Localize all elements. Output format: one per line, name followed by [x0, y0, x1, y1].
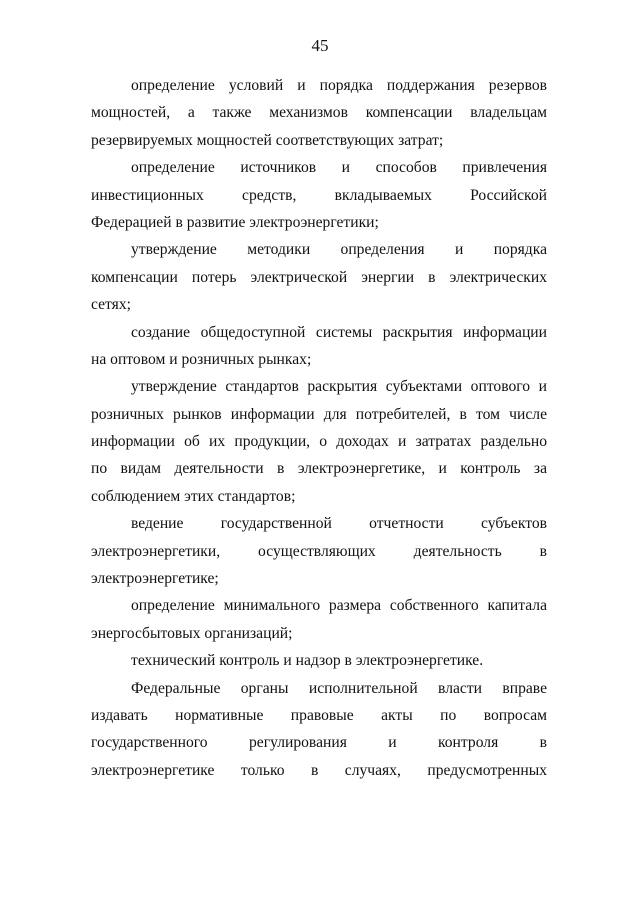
- text-line: информации об их продукции, о доходах и затратах раздельно: [91, 433, 547, 451]
- text-line: ведение государственной отчетности субъектов: [131, 515, 547, 533]
- text-line: энергосбытовых организаций;: [91, 624, 293, 642]
- paragraph: [91, 675, 547, 785]
- text-line: инвестиционных средств, вкладываемых Российской: [91, 186, 547, 204]
- paragraph: [91, 319, 547, 374]
- text-line: электроэнергетики, осуществляющих деятельность в: [91, 542, 547, 560]
- text-line: определение минимального размера собственного капитала: [131, 597, 547, 615]
- text-line: на оптовом и розничных рынках;: [91, 350, 312, 368]
- text-line: резервируемых мощностей соответствующих затрат;: [91, 131, 444, 149]
- text-line: государственного регулирования и контроля в: [91, 734, 547, 752]
- text-line: компенсации потерь электрической энергии в электрических: [91, 268, 547, 286]
- paragraph: [91, 592, 547, 647]
- text-line: определение источников и способов привлечения: [131, 159, 547, 177]
- text-line: технический контроль и надзор в электроэнергетике.: [131, 652, 484, 670]
- text-line: утверждение стандартов раскрытия субъектами оптового и: [131, 378, 547, 396]
- text-line: электроэнергетике только в случаях, предусмотренных: [91, 761, 547, 779]
- paragraph: [91, 72, 547, 154]
- text-line: определение условий и порядка поддержания резервов: [131, 77, 547, 94]
- text-line: мощностей, а также механизмов компенсации владельцам: [91, 104, 547, 122]
- paragraph: [91, 236, 547, 318]
- text-line: утверждение методики определения и порядка: [131, 241, 547, 259]
- text-line: соблюдением этих стандартов;: [91, 487, 296, 505]
- text-line: создание общедоступной системы раскрытия информации: [131, 323, 547, 341]
- text-line: Федерацией в развитие электроэнергетики;: [91, 213, 379, 231]
- document-body: [91, 72, 547, 784]
- paragraph: [91, 510, 547, 592]
- paragraph: [91, 373, 547, 510]
- text-line: сетях;: [91, 296, 131, 314]
- text-line: электроэнергетике;: [91, 570, 219, 588]
- text-line: по видам деятельности в электроэнергетике, и контроль за: [91, 460, 547, 478]
- text-line: Федеральные органы исполнительной власти вправе: [131, 679, 547, 697]
- paragraph: [91, 154, 547, 236]
- text-line: розничных рынков информации для потребителей, в том числе: [91, 405, 547, 423]
- page-number: 45: [311, 36, 329, 55]
- paragraph: [91, 647, 547, 674]
- text-line: издавать нормативные правовые акты по вопросам: [91, 706, 547, 724]
